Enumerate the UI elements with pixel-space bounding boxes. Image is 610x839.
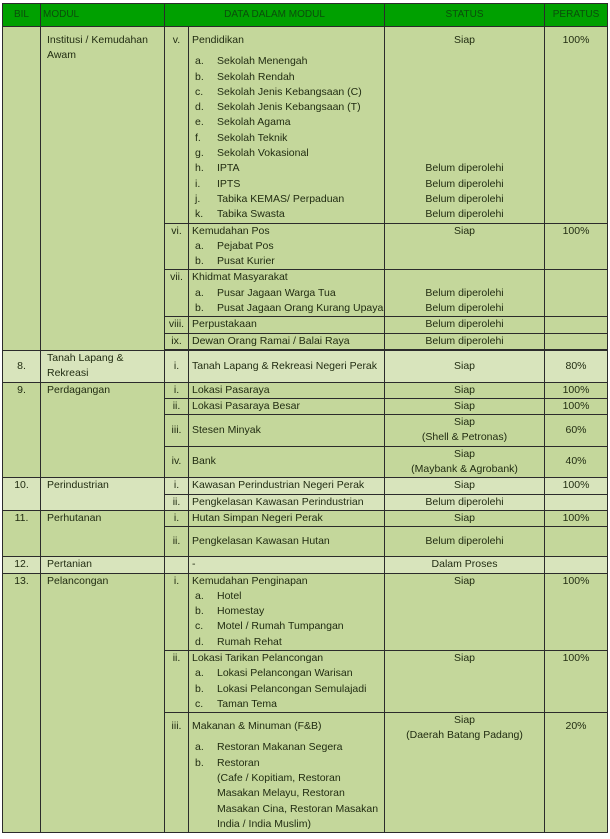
sub-item — [192, 100, 384, 115]
sub-item-letter: a. — [195, 667, 204, 680]
modul-cell: Perdagangan — [41, 382, 165, 478]
sub-item-text: Motel / Rumah Tumpangan — [217, 620, 344, 633]
sub-item-status — [385, 115, 544, 130]
header-modul: MODUL — [41, 4, 165, 27]
data-cell: Pengkelasan Kawasan Perindustrian — [189, 494, 385, 510]
peratus-cell — [545, 333, 608, 349]
sub-item-letter: e. — [195, 116, 204, 129]
status-cell: Belum diperolehi — [385, 494, 545, 510]
data-cell: Bank — [189, 446, 385, 478]
sub-item-status: Belum diperolehi — [425, 208, 504, 221]
sub-item-text: Homestay — [217, 605, 265, 618]
sub-item — [192, 589, 384, 604]
modul-cell: Institusi / Kemudahan Awam — [41, 27, 165, 351]
sub-item-text: Tabika Swasta — [217, 208, 285, 221]
bil-cell: 10. — [3, 478, 41, 511]
sub-item-detail: India / India Muslim) — [217, 817, 311, 830]
modul-cell: Pelancongan — [41, 573, 165, 833]
item-title: Makanan & Minuman (F&B) — [192, 720, 322, 733]
sub-item-letter: a. — [195, 741, 204, 754]
sub-item-letter: b. — [195, 70, 204, 83]
item-title: Kemudahan Pos — [192, 224, 270, 237]
data-cell: Dewan Orang Ramai / Balai Raya — [189, 333, 385, 349]
sub-item-letter: h. — [195, 162, 204, 175]
data-cell: Stesen Minyak — [189, 415, 385, 447]
data-cell: Hutan Simpan Negeri Perak — [189, 510, 385, 526]
sub-item — [192, 70, 384, 85]
roman-cell: i. — [165, 478, 189, 494]
table-row — [3, 478, 608, 494]
header-data: DATA DALAM MODUL — [165, 4, 385, 27]
sub-item — [192, 604, 384, 619]
header-status: STATUS — [385, 4, 545, 27]
sub-item-text: Pusar Jagaan Warga Tua — [217, 286, 336, 299]
status-cell — [385, 446, 545, 478]
sub-item — [192, 756, 384, 832]
sub-item-text: Taman Tema — [217, 697, 277, 710]
sub-item-list — [192, 666, 384, 712]
roman-cell: ii. — [165, 494, 189, 510]
sub-item-text: Tabika KEMAS/ Perpaduan — [217, 192, 345, 205]
status-text: Siap — [454, 416, 476, 429]
sub-item — [192, 85, 384, 100]
table-row — [3, 557, 608, 573]
roman-cell: viii. — [165, 317, 189, 333]
bil-cell: 8. — [3, 350, 41, 382]
sub-item — [192, 697, 384, 712]
sub-item-letter: g. — [195, 147, 204, 160]
sub-item — [192, 192, 384, 207]
header-peratus: PERATUS — [545, 4, 608, 27]
data-cell — [189, 27, 385, 224]
sub-item-status: Belum diperolehi — [425, 177, 504, 190]
sub-item-text: IPTA — [217, 162, 240, 175]
status-cell: Siap — [385, 398, 545, 414]
header-row — [3, 4, 608, 27]
data-cell — [189, 223, 385, 270]
sub-item — [192, 177, 384, 192]
sub-item — [192, 682, 384, 697]
sub-item-letter: j. — [195, 192, 201, 205]
data-cell — [189, 270, 385, 317]
data-cell: - — [189, 557, 385, 573]
sub-item-text: Pusat Jagaan Orang Kurang Upaya — [217, 302, 384, 315]
peratus-cell — [545, 270, 608, 317]
sub-item-letter: a. — [195, 286, 204, 299]
status-text: Siap — [454, 34, 476, 46]
peratus-cell: 60% — [545, 415, 608, 447]
status-cell: Belum diperolehi — [385, 333, 545, 349]
roman-cell: ii. — [165, 527, 189, 557]
sub-item-list — [192, 589, 384, 650]
peratus-cell: 80% — [545, 350, 608, 382]
status-cell: Siap — [385, 350, 545, 382]
peratus-cell: 100% — [545, 223, 608, 270]
status-cell: Siap — [385, 382, 545, 398]
peratus-cell: 20% — [545, 713, 608, 833]
sub-item-letter: b. — [195, 682, 204, 695]
table-row — [3, 573, 608, 650]
sub-item-status: Belum diperolehi — [425, 302, 504, 315]
status-cell: Siap — [385, 223, 545, 270]
status-cell — [385, 713, 545, 833]
bil-cell: 11. — [3, 510, 41, 556]
sub-item-list — [192, 54, 384, 222]
peratus-cell — [545, 317, 608, 333]
sub-item — [192, 740, 384, 755]
peratus-cell — [545, 557, 608, 573]
sub-item-letter: b. — [195, 756, 204, 769]
roman-cell: ii. — [165, 650, 189, 712]
bil-cell — [3, 27, 41, 351]
status-cell: Belum diperolehi — [385, 317, 545, 333]
sub-item — [192, 286, 384, 301]
modul-cell: Perindustrian — [41, 478, 165, 511]
table-row — [3, 27, 608, 224]
item-title: Kemudahan Penginapan — [192, 574, 308, 587]
sub-item-detail: (Cafe / Kopitiam, Restoran — [217, 772, 341, 785]
peratus-cell: 100% — [545, 382, 608, 398]
bil-cell: 12. — [3, 557, 41, 573]
sub-item-text: Sekolah Menengah — [217, 55, 308, 68]
status-note: (Maybank & Agrobank) — [411, 463, 518, 476]
sub-item-text: Sekolah Jenis Kebangsaan (T) — [217, 101, 361, 114]
data-cell: Perpustakaan — [189, 317, 385, 333]
peratus-cell — [545, 527, 608, 557]
roman-cell: ii. — [165, 398, 189, 414]
sub-item — [192, 666, 384, 681]
sub-item-text: Sekolah Jenis Kebangsaan (C) — [217, 85, 362, 98]
sub-item-text: Restoran Makanan Segera — [217, 741, 343, 754]
sub-item-status: Belum diperolehi — [425, 192, 504, 205]
roman-cell: iii. — [165, 713, 189, 833]
sub-item — [192, 54, 384, 69]
sub-item-text: Sekolah Agama — [217, 116, 291, 129]
sub-item-text: Lokasi Pelancongan Semulajadi — [217, 682, 367, 695]
sub-item-letter: d. — [195, 635, 204, 648]
status-cell: Siap — [385, 510, 545, 526]
sub-item-text: Hotel — [217, 589, 242, 602]
sub-item-text: IPTS — [217, 177, 241, 190]
status-cell: Siap — [385, 478, 545, 494]
sub-item-detail: Masakan Cina, Restoran Masakan — [217, 802, 379, 815]
sub-item-list — [192, 239, 384, 270]
sub-item-text: Sekolah Vokasional — [217, 147, 309, 160]
sub-item-detail: Masakan Melayu, Restoran — [217, 787, 345, 800]
bil-cell: 13. — [3, 573, 41, 833]
sub-item-text: Sekolah Rendah — [217, 70, 295, 83]
item-title: Pendidikan — [192, 34, 244, 46]
sub-item — [192, 239, 384, 254]
peratus-cell: 100% — [545, 510, 608, 526]
status-cell: Dalam Proses — [385, 557, 545, 573]
sub-item — [192, 635, 384, 650]
sub-item-letter: b. — [195, 605, 204, 618]
table-row — [3, 350, 608, 382]
sub-item — [192, 619, 384, 634]
data-cell — [189, 713, 385, 833]
status-note: (Shell & Petronas) — [421, 431, 508, 444]
sub-item-letter: c. — [195, 620, 204, 633]
peratus-cell: 100% — [545, 650, 608, 712]
status-text: Siap — [454, 447, 476, 460]
peratus-cell: 40% — [545, 446, 608, 478]
sub-item-letter: b. — [195, 255, 204, 268]
sub-item-text: Restoran (Cafe / Kopitiam, Restoran Masakan Melayu, Restoran Masakan Cina, Restoran Masakan India / India Muslim) — [217, 756, 384, 832]
sub-item-letter: f. — [195, 131, 201, 144]
sub-item-status — [385, 85, 544, 100]
data-cell — [189, 650, 385, 712]
sub-item-letter: d. — [195, 101, 204, 114]
status-cell — [385, 415, 545, 447]
sub-item-list — [192, 286, 384, 317]
modul-cell: Pertanian — [41, 557, 165, 573]
status-cell: Siap — [385, 650, 545, 712]
status-text: Siap — [454, 714, 476, 727]
item-title: Khidmat Masyarakat — [192, 271, 288, 284]
sub-item-status: Belum diperolehi — [425, 162, 504, 175]
peratus-cell: 100% — [545, 27, 608, 224]
roman-cell: i. — [165, 350, 189, 382]
sub-item — [192, 254, 384, 269]
sub-item — [192, 301, 384, 316]
sub-item — [192, 146, 384, 161]
sub-status-list — [385, 286, 544, 317]
sub-item-list — [192, 740, 384, 832]
sub-item-letter: a. — [195, 589, 204, 602]
sub-item — [192, 207, 384, 222]
roman-cell: vii. — [165, 270, 189, 317]
sub-status-list — [385, 54, 544, 222]
peratus-cell — [545, 494, 608, 510]
roman-cell: v. — [165, 27, 189, 224]
sub-item-status — [385, 100, 544, 115]
roman-cell: i. — [165, 510, 189, 526]
roman-cell: i. — [165, 382, 189, 398]
sub-item-letter: c. — [195, 697, 204, 710]
data-cell: Kawasan Perindustrian Negeri Perak — [189, 478, 385, 494]
sub-item-text: Lokasi Pelancongan Warisan — [217, 667, 353, 680]
sub-item-status — [385, 131, 544, 146]
sub-item-text: Sekolah Teknik — [217, 131, 288, 144]
sub-item-letter: b. — [195, 302, 204, 315]
data-cell: Pengkelasan Kawasan Hutan — [189, 527, 385, 557]
roman-cell: ix. — [165, 333, 189, 349]
sub-item-text: Pusat Kurier — [217, 255, 275, 268]
modul-cell: Perhutanan — [41, 510, 165, 556]
peratus-cell: 100% — [545, 398, 608, 414]
sub-item-status: Belum diperolehi — [425, 286, 504, 299]
bil-cell: 9. — [3, 382, 41, 478]
item-title: Lokasi Tarikan Pelancongan — [192, 651, 324, 664]
table-row — [3, 382, 608, 398]
data-cell — [189, 573, 385, 650]
header-bil: BIL — [3, 4, 41, 27]
roman-cell: i. — [165, 573, 189, 650]
status-cell: Siap — [385, 573, 545, 650]
sub-item-letter: a. — [195, 239, 204, 252]
sub-item-status — [385, 70, 544, 85]
status-cell: Belum diperolehi — [385, 527, 545, 557]
table-row — [3, 510, 608, 526]
status-cell — [385, 27, 545, 224]
sub-item-text: Rumah Rehat — [217, 635, 282, 648]
roman-cell: vi. — [165, 223, 189, 270]
sub-item-letter: a. — [195, 55, 204, 68]
sub-item-letter: c. — [195, 85, 204, 98]
sub-item — [192, 161, 384, 176]
module-status-table — [2, 3, 608, 833]
status-cell — [385, 270, 545, 317]
sub-item-text: Pejabat Pos — [217, 239, 274, 252]
roman-cell: iv. — [165, 446, 189, 478]
data-cell: Tanah Lapang & Rekreasi Negeri Perak — [189, 350, 385, 382]
sub-item-status — [385, 146, 544, 161]
roman-cell: iii. — [165, 415, 189, 447]
data-cell: Lokasi Pasaraya — [189, 382, 385, 398]
modul-cell: Tanah Lapang & Rekreasi — [41, 350, 165, 382]
peratus-cell: 100% — [545, 573, 608, 650]
sub-item — [192, 131, 384, 146]
data-cell: Lokasi Pasaraya Besar — [189, 398, 385, 414]
status-note: (Daerah Batang Padang) — [406, 729, 523, 742]
sub-item-letter: i. — [195, 177, 201, 190]
sub-item-status — [385, 54, 544, 69]
sub-item-letter: k. — [195, 208, 204, 221]
roman-cell — [165, 557, 189, 573]
sub-item — [192, 115, 384, 130]
peratus-cell: 100% — [545, 478, 608, 494]
